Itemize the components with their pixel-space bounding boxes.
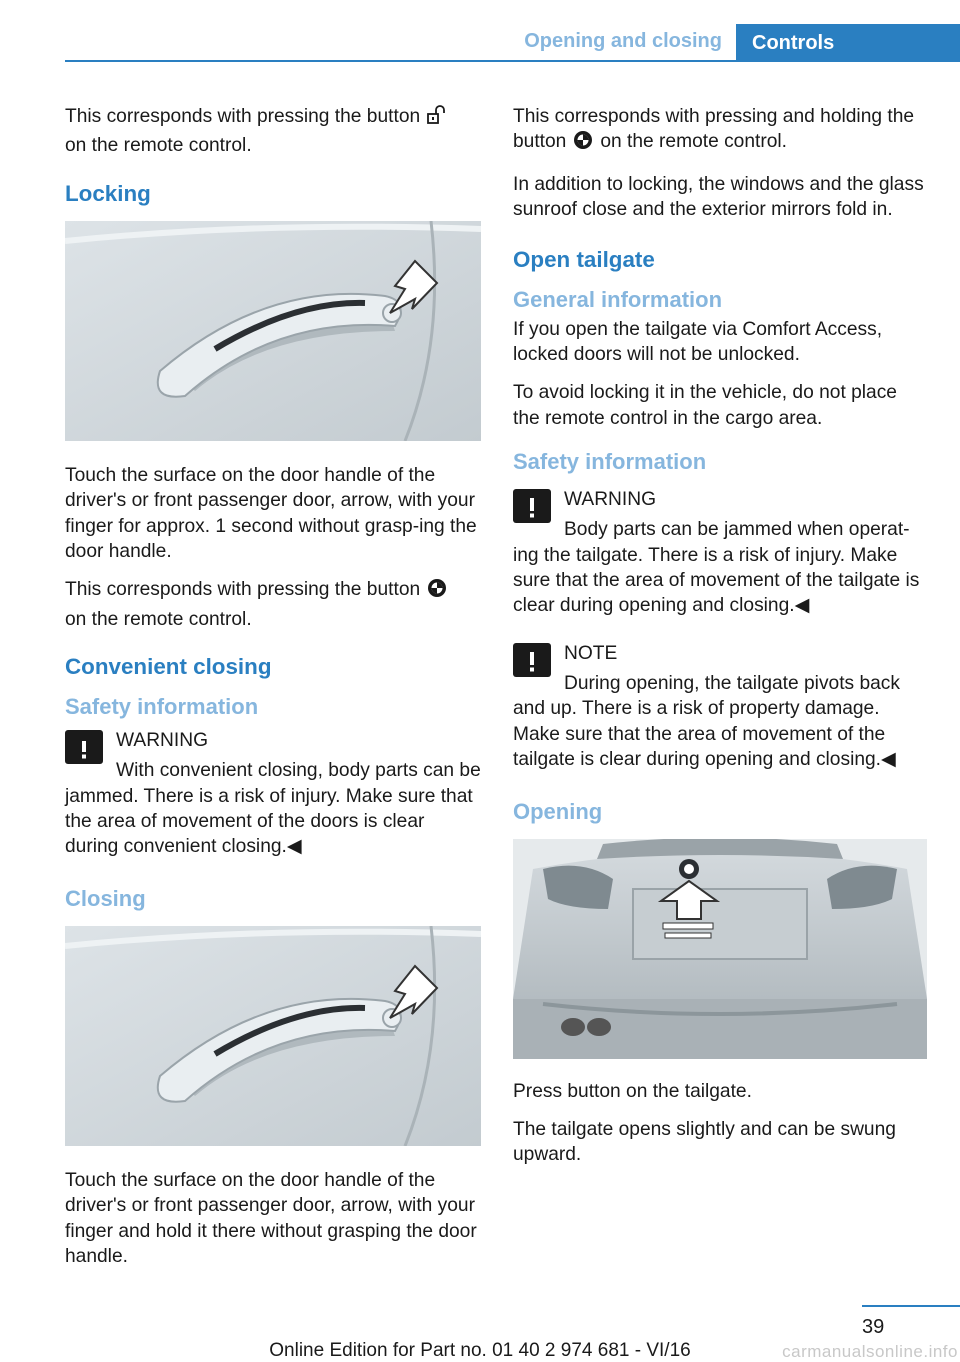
left-column <box>65 104 481 1283</box>
warning-triangle-icon <box>65 730 103 764</box>
door-handle-locking-illustration <box>65 221 481 441</box>
paragraph-general-2: To avoid locking it in the vehicle, do not place the remote control in the cargo area. <box>513 382 897 429</box>
bmw-lock-icon <box>426 577 448 606</box>
bmw-lock-icon <box>572 129 594 158</box>
warning-title: WARNING <box>564 489 657 511</box>
heading-locking: Locking <box>65 180 151 206</box>
paragraph-locking-instructions: Touch the surface on the door handle of the driver's or front passenger door, arrow, with your finger for approx. 1 second without grasp‐ing the door handle. <box>65 464 477 563</box>
warning-title: WARNING <box>116 730 209 752</box>
warning-text: With convenient closing, body parts can be jammed. There is a risk of injury. Make sure that the area of movement of the doors is clear during convenient closing.◀ <box>65 760 481 858</box>
note-block-tailgate <box>513 639 927 773</box>
watermark: carmanualsonline.info <box>782 1342 958 1361</box>
paragraph-opening-1: Press button on the tailgate. <box>513 1080 752 1102</box>
warning-triangle-icon <box>513 489 551 523</box>
paragraph-addition: In addition to locking, the windows and the glass sunroof close and the exterior mirrors fold in. <box>513 173 924 221</box>
warning-triangle-icon <box>513 643 551 677</box>
header-section-title: Opening and closing <box>524 30 722 52</box>
heading-safety-information-right: Safety information <box>513 449 707 475</box>
paragraph-holding-remote: This corresponds with pressing and holding the button on the remote control. <box>513 104 927 159</box>
edition-line: Online Edition for Part no. 01 40 2 974 681 - VI/16 <box>269 1340 691 1361</box>
footer-rule <box>862 1305 960 1307</box>
paragraph-closing-instructions: Touch the surface on the door handle of the driver's or front passenger door, arrow, with your finger and hold it there without grasping the door handle. <box>65 1169 477 1268</box>
unlock-icon <box>426 104 448 133</box>
paragraph-locking-remote: This corresponds with pressing the button on the remote control. <box>65 577 481 632</box>
warning-block <box>65 726 481 860</box>
heading-opening: Opening <box>513 798 603 824</box>
warning-text: Body parts can be jammed when operat‐ing the tailgate. There is a risk of injury. Make sure that the area of movement of the tailgate is clear during opening and closing.◀ <box>513 519 920 617</box>
paragraph-opening-2: The tailgate opens slightly and can be swung upward. <box>513 1118 896 1166</box>
header-rule <box>65 60 960 62</box>
paragraph-general-1: If you open the tailgate via Comfort Access, locked doors will not be unlocked. <box>513 318 883 366</box>
paragraph-intro: This corresponds with pressing the button on the remote control. <box>65 104 481 159</box>
page-number: 39 <box>862 1316 885 1338</box>
note-text: During opening, the tailgate pivots back and up. There is a risk of property damage. Make sure that the area of movement of the tailgate is clear during opening and closing.◀ <box>513 672 900 771</box>
header-chapter-tab: Controls <box>736 24 960 62</box>
right-column <box>513 104 927 1181</box>
heading-convenient-closing: Convenient closing <box>65 654 272 680</box>
heading-open-tailgate: Open tailgate <box>513 246 655 272</box>
tailgate-opening-illustration <box>513 839 927 1059</box>
heading-closing: Closing <box>65 885 146 911</box>
heading-general-information: General information <box>513 286 723 312</box>
door-handle-closing-illustration <box>65 926 481 1146</box>
warning-block-tailgate <box>513 485 927 619</box>
heading-safety-information: Safety information <box>65 694 259 720</box>
note-title: NOTE <box>564 642 618 664</box>
